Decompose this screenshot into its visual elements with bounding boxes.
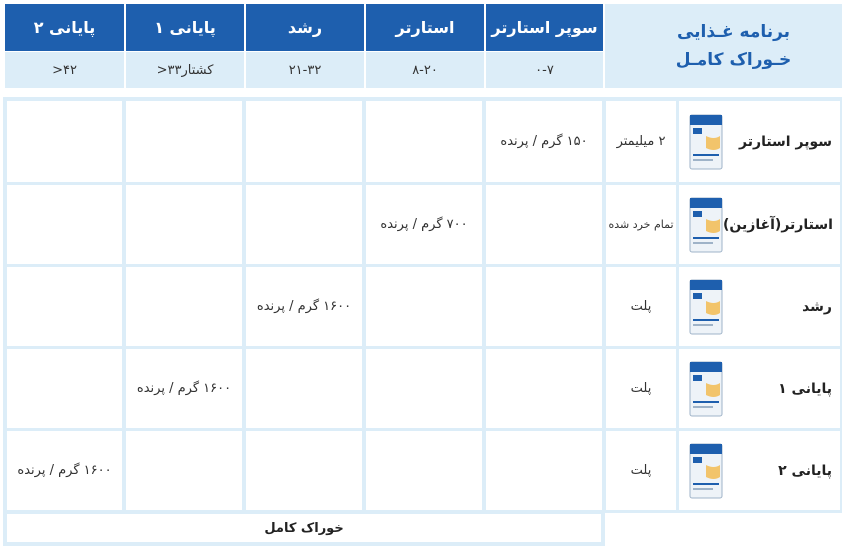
physical-form: تمام خرد شده bbox=[606, 185, 676, 264]
amount-cell: ۷۰۰ گرم / پرنده bbox=[366, 185, 482, 264]
empty-cell bbox=[246, 349, 362, 428]
stage-header-grower: رشد bbox=[246, 4, 364, 51]
physical-form: پلت bbox=[606, 267, 676, 346]
age-range-starter: ۸-۲۰ bbox=[366, 52, 484, 88]
empty-cell bbox=[126, 267, 242, 346]
age-range-finisher-2: ۴۲< bbox=[5, 52, 124, 88]
stage-header-finisher-1: پایانی ۱ bbox=[126, 4, 244, 51]
feed-name: سوپر استارتر bbox=[739, 133, 832, 150]
amount-cell: ۱۶۰۰ گرم / پرنده bbox=[126, 349, 242, 428]
amount-cell: ۱۵۰ گرم / پرنده bbox=[486, 101, 602, 182]
physical-form: ۲ میلیمتر bbox=[606, 101, 676, 182]
empty-cell bbox=[7, 349, 122, 428]
age-range-grower: ۲۱-۳۲ bbox=[246, 52, 364, 88]
feed-bag-icon bbox=[689, 114, 723, 170]
empty-cell bbox=[126, 185, 242, 264]
empty-cell bbox=[126, 101, 242, 182]
empty-cell bbox=[366, 267, 482, 346]
empty-cell bbox=[486, 349, 602, 428]
empty-cell bbox=[7, 101, 122, 182]
feed-bag-icon bbox=[689, 361, 723, 417]
empty-cell bbox=[486, 185, 602, 264]
empty-cell bbox=[366, 101, 482, 182]
table-row bbox=[679, 349, 840, 428]
footer-label: خوراک کامل bbox=[7, 514, 601, 542]
empty-cell bbox=[7, 267, 122, 346]
feed-name: استارتر(آغازین) bbox=[723, 216, 833, 233]
stage-header-finisher-2: پایانی ۲ bbox=[5, 4, 124, 51]
table-row bbox=[679, 101, 840, 182]
physical-form: پلت bbox=[606, 431, 676, 510]
empty-cell bbox=[366, 431, 482, 510]
title-line-1: برنامه غـذایی bbox=[676, 22, 791, 42]
empty-cell bbox=[246, 431, 362, 510]
empty-cell bbox=[486, 431, 602, 510]
title-line-2: خـوراک کامـل bbox=[675, 50, 792, 70]
feed-name: پایانی ۱ bbox=[778, 380, 832, 397]
amount-cell: ۱۶۰۰ گرم / پرنده bbox=[7, 431, 122, 510]
empty-cell bbox=[7, 185, 122, 264]
program-title bbox=[605, 4, 842, 88]
table-row bbox=[679, 431, 840, 510]
table-row bbox=[679, 267, 840, 346]
stage-header-super-starter: سوپر استارتر bbox=[486, 4, 603, 51]
empty-cell bbox=[246, 101, 362, 182]
feed-bag-icon bbox=[689, 197, 723, 253]
amount-cell: ۱۶۰۰ گرم / پرنده bbox=[246, 267, 362, 346]
stage-header-starter: استارتر bbox=[366, 4, 484, 51]
feed-name: رشد bbox=[802, 298, 832, 315]
feed-name: پایانی ۲ bbox=[778, 462, 832, 479]
empty-cell bbox=[246, 185, 362, 264]
age-range-super-starter: ۰-۷ bbox=[486, 52, 603, 88]
age-range-finisher-1: کشتار۳۳< bbox=[126, 52, 244, 88]
empty-cell bbox=[486, 267, 602, 346]
empty-cell bbox=[366, 349, 482, 428]
table-row bbox=[679, 185, 840, 264]
empty-cell bbox=[126, 431, 242, 510]
physical-form: پلت bbox=[606, 349, 676, 428]
feed-bag-icon bbox=[689, 279, 723, 335]
feed-bag-icon bbox=[689, 443, 723, 499]
